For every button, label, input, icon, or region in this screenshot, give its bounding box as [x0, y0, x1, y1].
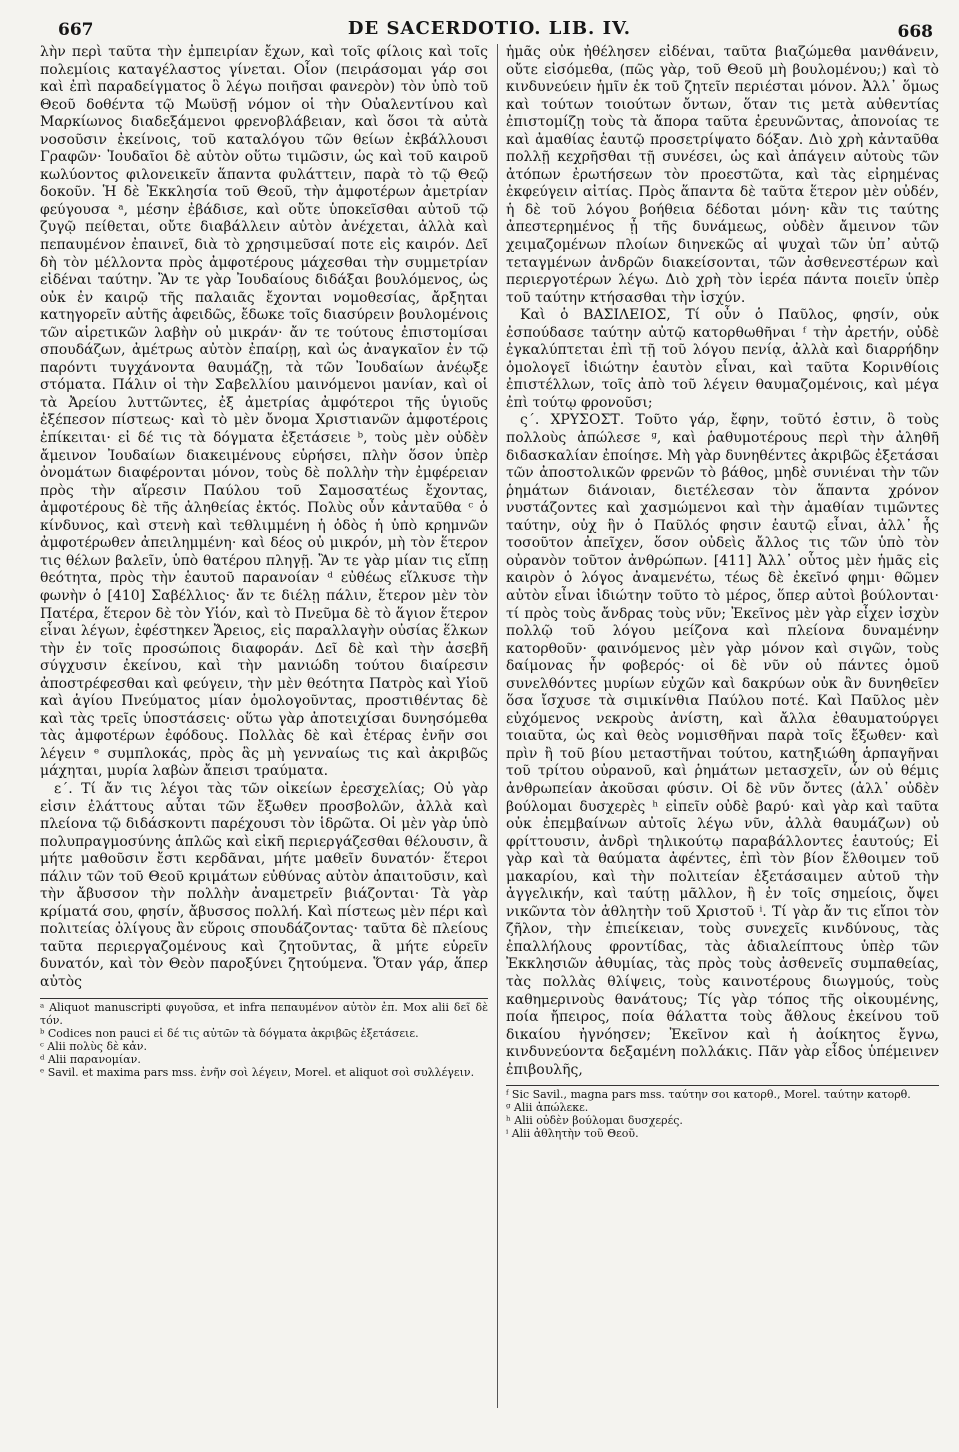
right-column	[506, 44, 939, 1448]
footnote-c: ᶜ Alii πολὺς δὲ κἀν.	[40, 1039, 147, 1053]
right-paragraph-3: ς΄. ΧΡΥΣΟΣΤ. Τοῦτο γάρ, ἔφην, τοῦτό ἐστιν, ὃ τοὺς πολλοὺς ἀπώλεσε ᵍ, καὶ ῥαθυμοτέρους περὶ τὴν ἀληθῆ διδασκαλίαν ἐποίησε. Μὴ γὰρ δυνηθέντες ἀκριβῶς ἐξετάσαι τῶν ἀποστολικῶν φρενῶν τὸ βάθος, μηδὲ συνιέναι τὴν τῶν ῥημάτων διάνοιαν, διετέλεσαν τὸν ἅπαντα χρόνον νυστάζοντες καὶ χασμώμενοι καὶ τὴν ἀμαθίαν τιμῶντες ταύτην, οὐχ ἣν ὁ Παῦλός φησιν ἑαυτῷ εἶναι, ἀλλ᾽ ἧς τοσοῦτον ἀπεῖχεν, ὅσον οὐδεὶς ἄλλος τις τῶν ὑπὸ τὸν οὐρανὸν τοῦτον ἀνθρώπων. [411] Ἀλλ᾽ οὗτος μὲν ἡμᾶς εἰς καιρὸν ὁ λόγος ἀναμενέτω, τέως δὲ ἐκεῖνό φημι· θῶμεν αὐτὸν εἶναι ἰδιώτην τοῦτο τὸ μέρος, ὅπερ αὐτοὶ βούλονται· τί πρὸς τοὺς ἄνδρας τοὺς νῦν; Ἐκεῖνος μὲν γὰρ εἶχεν ἰσχὺν πολλῷ τοῦ λόγου μείζονα καὶ πλείονα δυναμένην κατορθοῦν· φαινόμενος μὲν γὰρ μόνον καὶ σιγῶν, τοὺς δαίμονας ἦν φοβερός· οἱ δὲ νῦν οὐ πάντες ὁμοῦ συνελθόντες μυρίων εὐχῶν καὶ δακρύων οὐκ ἂν δυνηθεῖεν ὅσα ἴσχυσε τὰ σιμικίνθια Παύλου ποτέ. Καὶ Παῦλος μὲν εὐχόμενος νεκροὺς ἀνίστη, καὶ ἄλλα ἐθαυματούργει τοιαῦτα, ὡς καὶ θεὸς νομισθῆναι παρὰ τοῖς ἔξωθεν· καὶ πρὶν ἢ τοῦ βίου μεταστῆναι τούτου, κατηξιώθη ἁρπαγῆναι τοῦ τρίτου οὐρανοῦ, καὶ ῥημάτων μετασχεῖν, ὧν οὐ θέμις ἀνθρωπείαν ἀκοῦσαι φύσιν. Οἱ δὲ νῦν ὄντες (ἀλλ᾽ οὐδὲν βούλομαι δυσχερὲς ʰ εἰπεῖν οὐδὲ βαρύ· καὶ γὰρ καὶ ταῦτα οὐκ ἐπεμβαίνων αὐτοῖς λέγω νῦν, ἀλλὰ θαυμάζων) οὐ φρίττουσιν, ἀνδρὶ τηλικούτῳ παραβάλλοντες ἑαυτούς; Εἰ γὰρ καὶ τὰ θαύματα ἀφέντες, ἐπὶ τὸν βίον ἔλθοιμεν τοῦ μακαρίου, καὶ τὴν πολιτείαν ἐξετάσαιμεν αὐτοῦ τὴν ἀγγελικήν, καὶ ταύτῃ μᾶλλον, ἢ ἐν τοῖς σημείοις, ὄψει νικῶντα τὸν ἀθλητὴν τοῦ Χριστοῦ ⁱ. Τί γὰρ ἄν τις εἴποι τὸν ζῆλον, τὴν ἐπιείκειαν, τοὺς συνεχεῖς κινδύνους, τὰς ἐπαλλήλους φροντίδας, τὰς ἀδιαλείπτους ὑπὲρ τῶν Ἐκκλησιῶν ἀθυμίας, τὰς πρὸς τοὺς ἀσθενεῖς συμπαθείας, τὰς πολλὰς θλίψεις, τοὺς καινοτέρους διωγμούς, τοὺς καθημερινοὺς θανάτους; Τίς γὰρ τόπος τῆς οἰκουμένης, ποία ἤπειρος, ποία θάλαττα τοὺς ἄθλους ἐκείνου τοῦ δικαίου ἠγνόησεν; Ἐκεῖνον καὶ ἡ ἀοίκητος ἔγνω, κινδυνεύοντα δεξαμένη πολλάκις. Πᾶν γὰρ εἶδος ὑπέμεινεν ἐπιβουλῆς,	[506, 412, 939, 1078]
left-paragraph-1: λὴν περὶ ταῦτα τὴν ἐμπειρίαν ἔχων, καὶ τοῖς φίλοις καὶ τοῖς πολεμίοις καταγέλαστος γίνεται. Οἷον (πειράσομαι γάρ σοι καὶ ἐπὶ παραδείγματος ὃ λέγω ποιῆσαι φανερὸν) τὸν ὑπὸ τοῦ Θεοῦ δοθέντα τῷ Μωϋσῇ νόμον οἱ τὴν Οὐαλεντίνου καὶ Μαρκίωνος διαδεξάμενοι φρενοβλάβειαν, καὶ ὅσοι τὰ αὐτὰ νοσοῦσιν ἐκείνοις, τοῦ καταλόγου τῶν θείων ἐκβάλλουσι Γραφῶν· Ἰουδαῖοι δὲ αὐτὸν οὕτω τιμῶσιν, ὡς καὶ τοῦ καιροῦ κωλύοντος φιλονεικεῖν ἅπαντα φυλάττειν, παρὰ τὸ τῷ Θεῷ δοκοῦν. Ἡ δὲ Ἐκκλησία τοῦ Θεοῦ, τὴν ἀμφοτέρων ἀμετρίαν φεύγουσα ᵃ, μέσην ἐβάδισε, καὶ οὔτε ὑποκεῖσθαι αὐτοῦ τῷ ζυγῷ πείθεται, οὔτε διαβάλλειν αὐτὸν ἀνέχεται, ἀλλὰ καὶ πεπαυμένον ἐπαινεῖ, διὰ τὸ χρησιμεῦσαί ποτε εἰς καιρόν. Δεῖ δὴ τὸν μέλλοντα πρὸς ἀμφοτέρους μάχεσθαι τὴν συμμετρίαν εἰδέναι ταύτην. Ἂν τε γὰρ Ἰουδαίους διδάξαι βουλόμενος, ὡς οὐκ ἐν καιρῷ τῆς παλαιᾶς ἔχονται νομοθεσίας, ἄρξηται κατηγορεῖν αὐτῆς ἀφειδῶς, ἔδωκε τοῖς διασύρειν βουλομένοις τῶν αἱρετικῶν λαβὴν οὐ μικράν· ἄν τε τούτους ἐπιστομίσαι σπουδάζων, ἀμέτρως αὐτὸν ἐπαίρῃ, καὶ ὡς ἀναγκαῖον ἐν τῷ παρόντι τυγχάνοντα θαυμάζῃ, τὰ τῶν Ἰουδαίων ἀνέῳξε στόματα. Πάλιν οἱ τὴν Σαβελλίου μαινόμενοι μανίαν, καὶ οἱ τὰ Ἀρείου λυττῶντες, ἐξ ἀμετρίας ἀμφότεροι τῆς ὑγιοῦς ἐξέπεσον πίστεως· καὶ τὸ μὲν ὄνομα Χριστιανῶν ἀμφοτέροις ἐπίκειται· εἰ δέ τις τὰ δόγματα ἐξετάσειε ᵇ, τοὺς μὲν οὐδὲν ἄμεινον Ἰουδαίων διακειμένους εὑρήσει, πλὴν ὅσον ὑπὲρ ὀνομάτων διαφέρονται μόνον, τοὺς δὲ πολλὴν τὴν ἐμφέρειαν πρὸς τὴν αἵρεσιν Παύλου τοῦ Σαμοσατέως ἔχοντας, ἀμφοτέρους δὲ τῆς ἀληθείας ἐκτός. Πολὺς οὖν κἀνταῦθα ᶜ ὁ κίνδυνος, καὶ στενὴ καὶ τεθλιμμένη ἡ ὁδὸς ἡ ὑπὸ κρημνῶν ἀμφοτέρωθεν ἀπειλημμένη· καὶ δέος οὐ μικρόν, μὴ τὸν ἕτερον τις θέλων βαλεῖν, ὑπὸ θατέρου πληγῇ. Ἂν τε γὰρ μίαν τις εἴπῃ θεότητα, πρὸς τὴν ἑαυτοῦ παρανοίαν ᵈ εὐθέως εἵλκυσε τὴν φωνὴν ὁ [410] Σαβέλλιος· ἄν τε διέλῃ πάλιν, ἕτερον μὲν τὸν Πατέρα, ἕτερον δὲ τὸν Υἱόν, καὶ τὸ Πνεῦμα δὲ τὸ ἅγιον ἕτερον εἶναι λέγων, ἐφέστηκεν Ἄρειος, εἰς παραλλαγὴν οὐσίας ἕλκων τὴν ἐν τοῖς προσώποις διαφοράν. Δεῖ δὲ καὶ τὴν ἀσεβῆ σύγχυσιν ἐκείνου, καὶ τὴν μανιώδη τούτου διαίρεσιν ἀποστρέφεσθαι καὶ φεύγειν, τὴν μὲν θεότητα Πατρὸς καὶ Υἱοῦ καὶ ἁγίου Πνεύματος μίαν ὁμολογοῦντας, προστιθέντας δὲ καὶ τὰς τρεῖς ὑποστάσεις· οὕτω γὰρ ἀποτειχίσαι δυνησόμεθα τὰς ἀμφοτέρων ἐφόδους. Πολλὰς δὲ καὶ ἑτέρας ἐνῆν σοι λέγειν ᵉ συμπλοκάς, πρὸς ἃς μὴ γενναίως τις καὶ ἀκριβῶς μάχηται, μυρία λαβὼν ἄπεισι τραύματα.	[40, 44, 488, 780]
right-paragraph-1: ἡμᾶς οὐκ ἠθέλησεν εἰδέναι, ταῦτα βιαζώμεθα μανθάνειν, οὔτε εἰσόμεθα, (πῶς γὰρ, τοῦ Θεοῦ μὴ βουλομένου;) καὶ τὸ κινδυνεύειν ἡμῖν ἐκ τοῦ ζητεῖν περιέσται μόνον. Ἀλλ᾽ ὅμως καὶ τούτων τοιούτων ὄντων, ὅταν τις μετὰ αὐθεντίας ἐπιστομίζῃ τοὺς τὰ ἄπορα ταῦτα ἐρευνῶντας, ἀπονοίας τε καὶ ἀμαθίας ἑαυτῷ προσετρίψατο δόξαν. Διὸ χρὴ κἀνταῦθα πολλῇ κεχρῆσθαι τῇ συνέσει, ὡς καὶ ἀπάγειν αὐτοὺς τῶν ἀτόπων ἐρωτήσεων τὸν προεστῶτα, καὶ τὰς εἰρημένας ἐκφεύγειν αἰτίας. Πρὸς ἅπαντα δὲ ταῦτα ἕτερον μὲν οὐδέν, ἡ δὲ τοῦ λόγου βοήθεια δέδοται μόνη· κἂν τις ταύτης ἀπεστερημένος ᾖ τῆς δυνάμεως, οὐδὲν ἄμεινον τῶν χειμαζομένων πλοίων διηνεκῶς αἱ ψυχαὶ τῶν ὑπ᾽ αὐτῷ τεταγμένων ἀνδρῶν διακείσονται, τῶν ἀσθενεστέρων καὶ περιεργοτέρων λέγω. Διὸ χρὴ τὸν ἱερέα πάντα ποιεῖν ὑπὲρ τοῦ ταύτην κτήσασθαι τὴν ἰσχύν.	[506, 44, 939, 306]
footnote-g: ᵍ Alii ἀπώλεκε.	[506, 1101, 589, 1115]
page-number-left: 667	[58, 20, 94, 40]
left-paragraph-2: ε΄. Τί ἄν τις λέγοι τὰς τῶν οἰκείων ἐρεσχελίας; Οὐ γὰρ εἰσιν ἐλάττους αὗται τῶν ἔξωθεν προσβολῶν, ἀλλὰ καὶ πλείονα τῷ διδάσκοντι παρέχουσι τὸν ἱδρῶτα. Οἱ μὲν γὰρ ὑπὸ πολυπραγμοσύνης ἁπλῶς καὶ εἰκῆ περιεργάζεσθαι θέλουσιν, ἃ μήτε μαθοῦσιν ἔστι κερδᾶναι, μήτε μαθεῖν δυνατόν· ἕτεροι πάλιν τῶν τοῦ Θεοῦ κριμάτων εὐθύνας αὐτὸν ἀπαιτοῦσιν, καὶ τὴν ἄβυσσον τὴν πολλὴν ἀναμετρεῖν βιάζονται· Τὰ γὰρ κρίματά σου, φησίν, ἄβυσσος πολλή. Καὶ πίστεως μὲν πέρι καὶ πολιτείας ὀλίγους ἂν εὕροις σπουδάζοντας· ταῦτα δὲ πλείους ταῦτα περιεργαζομένους καὶ ζητοῦντας, ἃ μήτε εὑρεῖν δυνατόν, καὶ τὸν Θεὸν παροξύνει ζητούμενα. Ὅταν γάρ, ἅπερ αὐτὸς	[40, 780, 488, 990]
footnote-i: ⁱ Alii ἀθλητὴν τοῦ Θεοῦ.	[506, 1127, 639, 1141]
text-columns	[40, 44, 939, 1448]
footnote-d: ᵈ Alii παρανομίαν.	[40, 1052, 141, 1066]
footnote-h: ʰ Alii οὐδὲν βούλομαι δυσχερές.	[506, 1114, 683, 1128]
running-header	[40, 12, 939, 46]
footnote-f: ᶠ Sic Savil., magna pars mss. ταύτην σοι κατορθ., Morel. ταύτην κατορθ.	[506, 1088, 911, 1102]
footnote-b: ᵇ Codices non pauci εἰ δέ τις αὐτῶν τὰ δόγματα ἀκριβῶς ἐξετάσειε.	[40, 1026, 419, 1040]
right-footnotes	[506, 1085, 939, 1140]
left-column	[40, 44, 488, 1448]
running-title: DE SACERDOTIO. LIB. IV.	[347, 18, 632, 39]
column-divider	[497, 44, 498, 1408]
footnote-a: ᵃ Aliquot manuscripti φυγοῦσα, et infra πεπαυμένον αὐτὸν ἐπ. Mox alii δεῖ δὲ τόν.	[40, 1000, 488, 1027]
left-footnotes	[40, 998, 488, 1079]
page-number-right: 668	[897, 22, 933, 42]
right-paragraph-2: Καὶ ὁ ΒΑΣΙΛΕΙΟΣ, Τί οὖν ὁ Παῦλος, φησίν, οὐκ ἐσπούδασε ταύτην αὐτῷ κατορθωθῆναι ᶠ τὴν ἀρετήν, οὐδὲ ἐγκαλύπτεται ἐπὶ τῇ τοῦ λόγου πενίᾳ, ἀλλὰ καὶ διαρρήδην ὁμολογεῖ ἰδιώτην ἑαυτὸν εἶναι, καὶ ταῦτα Κορινθίοις ἐπιστέλλων, τοῖς ἀπὸ τοῦ λέγειν θαυμαζομένοις, καὶ μέγα ἐπὶ τούτῳ φρονοῦσι;	[506, 307, 939, 411]
footnote-e: ᵉ Savil. et maxima pars mss. ἐνῆν σοὶ λέγειν, Morel. et aliquot σοὶ συλλέγειν.	[40, 1065, 475, 1079]
